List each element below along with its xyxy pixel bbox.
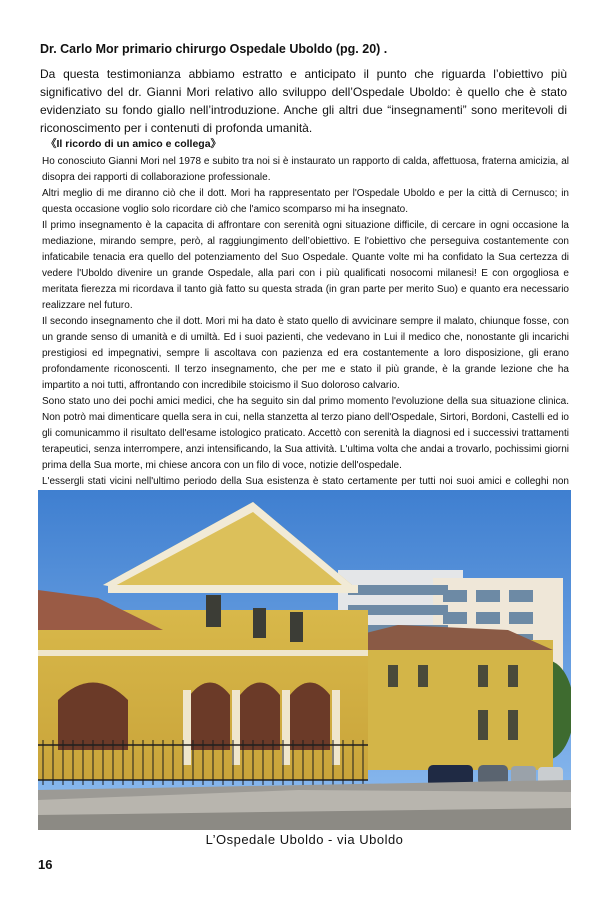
- photo-caption: L’Ospedale Uboldo - via Uboldo: [205, 832, 404, 847]
- article-heading: Dr. Carlo Mor primario chirurgo Ospedale Uboldo (pg. 20) .: [40, 42, 388, 56]
- body-paragraph: L'essergli stati vicini nell'ultimo periodo della Sua esistenza è stato certamente per tutti noi suoi amici e colleghi non: [42, 476, 569, 487]
- page-number: 16: [38, 857, 53, 872]
- testimony-body: [42, 154, 569, 506]
- body-paragraph: Altri meglio di me diranno ciò che il dott. Mori ha rappresentato per l'Ospedale Uboldo e per la città di Cernusco; in questa occasione voglio solo ricordare ciò che l'amico scomparso mi ha insegnato.: [42, 188, 569, 215]
- body-paragraph: Il primo insegnamento è la capacita di affrontare con serenità ogni situazione difficile, di cercare in ogni occasione la mediazione, mirando sempre, però, al raggiungimento dell’obiettivo. E l'obiettivo che perseguiva costantemente con infaticabile tenacia era quello del potenziamento del Suo Ospedale. Quante volte mi ha confidato la Sua certezza di vedere l'Uboldo divenire un grande Ospedale, alla pari con i più qualificati nosocomi milanesi! E con orgogliosa e meritata fierezza mi ricordava il tanto già fatto su questa strada (in gran parte per merito Suo) e quanto era necessario realizzare nel futuro.: [42, 220, 569, 311]
- body-paragraph: Ho conosciuto Gianni Mori nel 1978 e subito tra noi si è instaurato un rapporto di calda, affettuosa, fraterna amicizia, al disopra dei rapporti di collaborazione professionale.: [42, 156, 569, 183]
- hospital-photo: [38, 490, 571, 830]
- body-paragraph: Sono stato uno dei pochi amici medici, che ha seguito sin dal primo momento l'evoluzione della sua situazione clinica. Non potrò mai dimenticare quella sera in cui, nella stanzetta al terzo piano dell'Ospedale, Sirtori, Bordoni, Castelli ed io gli comunicammo il risultato dell'esame istologico praticato. Accettò con serenità la diagnosi ed i successivi trattamenti terapeutici, senza interrompere, anzi intensificando, la Sua attività. L'ultima volta che andai a trovarlo, pochissimi giorni prima della Sua morte, mi chiese ancora con un filo di voce, notizie dell'ospedale.: [42, 396, 569, 471]
- intro-paragraph: Da questa testimonianza abbiamo estratto e anticipato il punto che riguarda l’obiettivo più significativo del dr. Gianni Mori relativo allo sviluppo dell’Ospedale Uboldo: è quello che è stato evidenziato su fondo giallo nell’introduzione. Anche gli altri due “insegnamenti” sono meritevoli di riconoscimento per i contenuti di profonda umanità.: [40, 67, 567, 135]
- body-paragraph: Il secondo insegnamento che il dott. Mori mi ha dato è stato quello di avvicinare sempre il malato, chiunque fosse, con un grande senso di umanità e di umiltà. Ed i suoi pazienti, che vedevano in Lui il medico che, nonostante gli incarichi prestigiosi ed impegnativi, sempre li ascoltava con pazienza ed era costantemente a loro disposizione, gli erano profondamente riconoscenti. Il terzo insegnamento, che per me e stato il più grande, è la grande lezione che ha impartito a noi tutti, affrontando con incredibile stoicismo il Suo doloroso calvario.: [42, 316, 569, 391]
- section-title: 《Il ricordo di un amico e collega》: [46, 138, 222, 150]
